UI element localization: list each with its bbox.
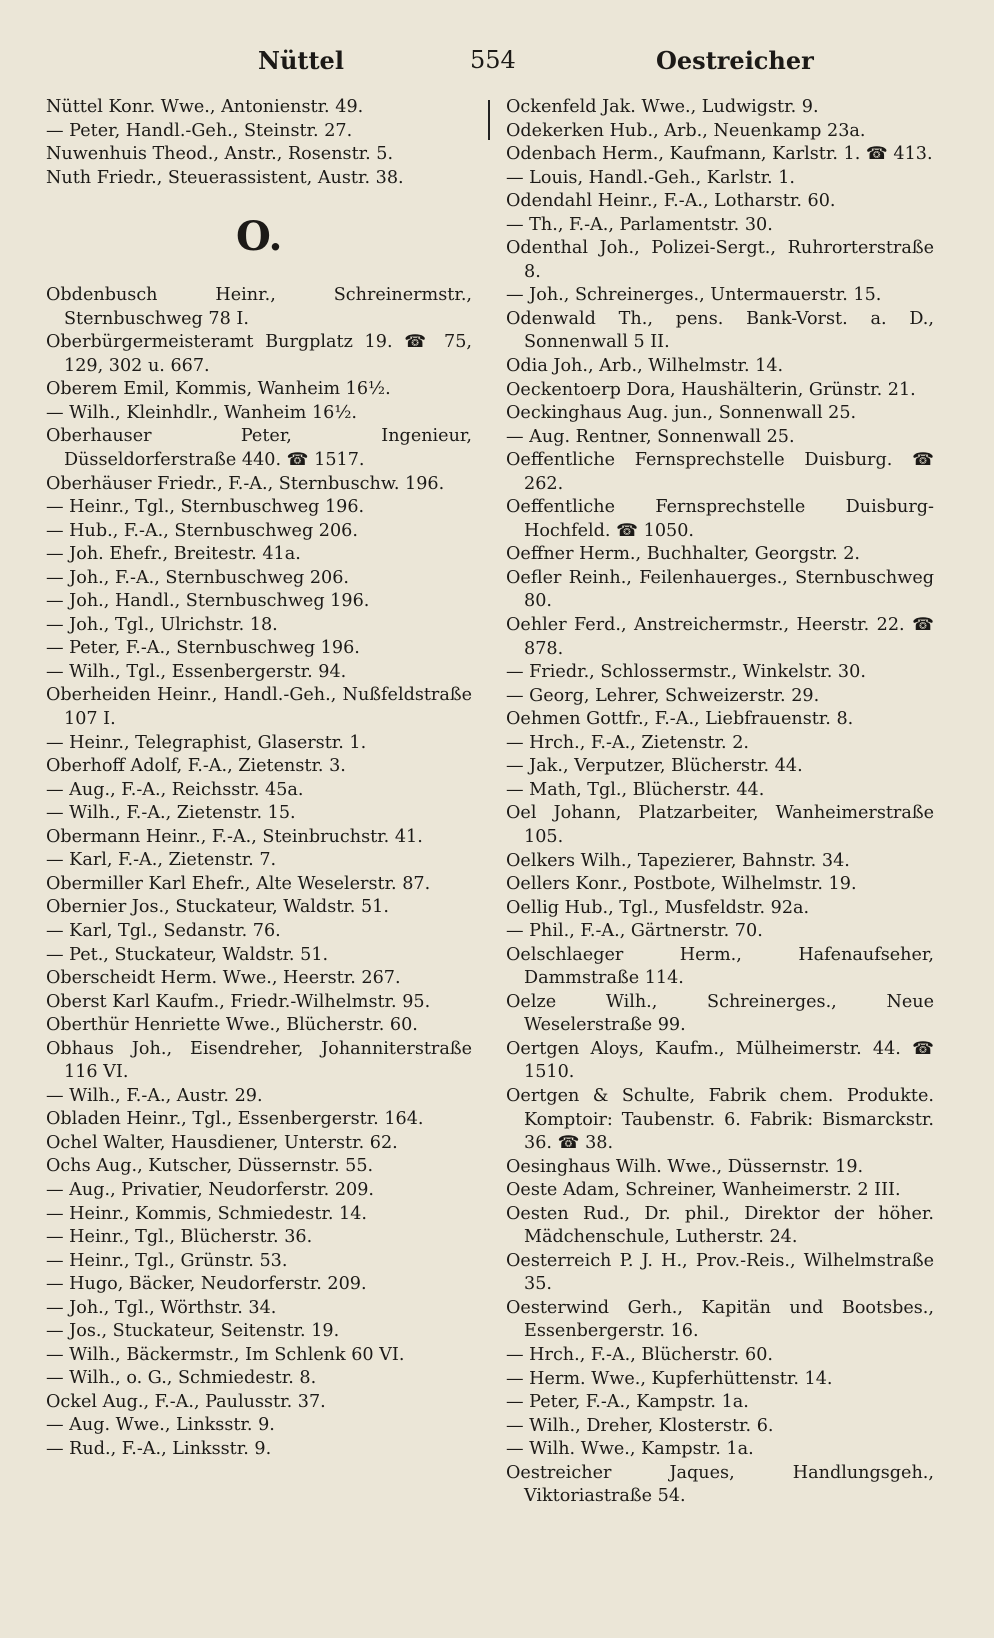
- left-column: [46, 96, 472, 1462]
- directory-entry: Oefler Reinh., Feilenhauerges., Sternbuschweg 80.: [506, 567, 934, 612]
- directory-entry: — Hrch., F.-A., Zietenstr. 2.: [506, 732, 750, 753]
- directory-entry: — Wilh., F.-A., Zietenstr. 15.: [46, 803, 296, 824]
- directory-entry: Oberhauser Peter, Ingenieur, Düsseldorferstraße 440. ☎ 1517.: [46, 426, 472, 471]
- directory-entry: — Aug., F.-A., Reichsstr. 45a.: [46, 779, 304, 800]
- directory-entry: Ochel Walter, Hausdiener, Unterstr. 62.: [46, 1132, 398, 1153]
- page-header: [40, 46, 954, 80]
- directory-entry: Oberheiden Heinr., Handl.-Geh., Nußfeldstraße 107 I.: [46, 685, 472, 730]
- directory-entry: — Jak., Verputzer, Blücherstr. 44.: [506, 756, 803, 777]
- directory-entry: Oeffentliche Fernsprechstelle Duisburg-Hochfeld. ☎ 1050.: [506, 497, 934, 541]
- directory-entry: Oesten Rud., Dr. phil., Direktor der höher. Mädchenschule, Lutherstr. 24.: [506, 1203, 934, 1248]
- directory-entry: — Herm. Wwe., Kupferhüttenstr. 14.: [506, 1368, 833, 1389]
- directory-entry: — Aug. Rentner, Sonnenwall 25.: [506, 426, 795, 447]
- directory-entry: Oeste Adam, Schreiner, Wanheimerstr. 2 III.: [506, 1180, 901, 1201]
- directory-entry: Ockenfeld Jak. Wwe., Ludwigstr. 9.: [506, 97, 819, 117]
- directory-entry: — Phil., F.-A., Gärtnerstr. 70.: [506, 921, 763, 942]
- directory-entry: — Wilh., o. G., Schmiedestr. 8.: [46, 1368, 317, 1389]
- directory-entry: — Jos., Stuckateur, Seitenstr. 19.: [46, 1321, 340, 1342]
- directory-entry: — Joh., Tgl., Ulrichstr. 18.: [46, 614, 278, 635]
- directory-entry: Odekerken Hub., Arb., Neuenkamp 23a.: [506, 120, 866, 141]
- directory-entry: — Joh., F.-A., Sternbuschweg 206.: [46, 567, 350, 588]
- section-letter: O.: [236, 213, 283, 261]
- directory-entry: Oelschlaeger Herm., Hafenaufseher, Dammstraße 114.: [506, 944, 934, 989]
- directory-entry: Oeckentoerp Dora, Haushälterin, Grünstr. 21.: [506, 379, 916, 400]
- directory-entry: Nuth Friedr., Steuerassistent, Austr. 38.: [46, 167, 404, 188]
- directory-entry: Oertgen Aloys, Kaufm., Mülheimerstr. 44. ☎ 1510.: [506, 1038, 934, 1083]
- directory-entry: Oehmen Gottfr., F.-A., Liebfrauenstr. 8.: [506, 709, 854, 730]
- page-number: 554: [470, 46, 516, 74]
- directory-entry: Oberem Emil, Kommis, Wanheim 16½.: [46, 379, 391, 400]
- directory-entry: — Peter, F.-A., Kampstr. 1a.: [506, 1392, 749, 1413]
- directory-entry: — Heinr., Tgl., Blücherstr. 36.: [46, 1227, 313, 1248]
- directory-entry: — Pet., Stuckateur, Waldstr. 51.: [46, 944, 329, 965]
- directory-entry: — Wilh., Tgl., Essenbergerstr. 94.: [46, 661, 347, 682]
- directory-entry: Oel Johann, Platzarbeiter, Wanheimerstraße 105.: [506, 803, 934, 847]
- directory-entry: Ockel Aug., F.-A., Paulusstr. 37.: [46, 1391, 326, 1412]
- directory-entry: — Heinr., Telegraphist, Glaserstr. 1.: [46, 732, 367, 753]
- directory-entry: — Joh. Ehefr., Breitestr. 41a.: [46, 544, 301, 565]
- directory-entry: — Hugo, Bäcker, Neudorferstr. 209.: [46, 1274, 367, 1295]
- header-first-entry: Nüttel: [258, 46, 344, 75]
- directory-entry: Oehler Ferd., Anstreichermstr., Heerstr. 22. ☎ 878.: [506, 615, 934, 659]
- left-entries: [46, 284, 472, 1461]
- right-entries: [506, 96, 934, 1509]
- directory-entry: — Th., F.-A., Parlamentstr. 30.: [506, 214, 773, 235]
- directory-entry: — Heinr., Tgl., Sternbuschweg 196.: [46, 497, 365, 518]
- directory-entry: — Wilh., Bäckermstr., Im Schlenk 60 VI.: [46, 1344, 405, 1365]
- directory-entry: — Karl, Tgl., Sedanstr. 76.: [46, 920, 281, 941]
- directory-entry: — Math, Tgl., Blücherstr. 44.: [506, 779, 765, 800]
- directory-entry: Oelkers Wilh., Tapezierer, Bahnstr. 34.: [506, 850, 850, 871]
- header-last-entry: Oestreicher: [656, 46, 814, 75]
- directory-entry: Oestreicher Jaques, Handlungsgeh., Viktoriastraße 54.: [506, 1462, 934, 1507]
- directory-entry: — Wilh., F.-A., Austr. 29.: [46, 1085, 263, 1106]
- directory-entry: — Rud., F.-A., Linksstr. 9.: [46, 1438, 272, 1459]
- right-column: [506, 96, 934, 1509]
- directory-entry: Oellig Hub., Tgl., Musfeldstr. 92a.: [506, 897, 810, 918]
- directory-entry: Oesterreich P. J. H., Prov.-Reis., Wilhelmstraße 35.: [506, 1250, 934, 1295]
- directory-entry: Odenwald Th., pens. Bank-Vorst. a. D., Sonnenwall 5 II.: [506, 308, 934, 353]
- directory-entry: Oberthür Henriette Wwe., Blücherstr. 60.: [46, 1015, 418, 1036]
- directory-entry: — Karl, F.-A., Zietenstr. 7.: [46, 850, 277, 871]
- directory-entry: — Wilh., Dreher, Klosterstr. 6.: [506, 1415, 774, 1436]
- directory-entry: — Wilh. Wwe., Kampstr. 1a.: [506, 1439, 754, 1460]
- directory-entry: — Wilh., Kleinhdlr., Wanheim 16½.: [46, 402, 357, 423]
- directory-entry: Obladen Heinr., Tgl., Essenbergerstr. 164.: [46, 1109, 424, 1130]
- directory-entry: — Aug., Privatier, Neudorferstr. 209.: [46, 1179, 375, 1200]
- directory-entry: — Aug. Wwe., Linksstr. 9.: [46, 1415, 275, 1436]
- directory-entry: Oelze Wilh., Schreinerges., Neue Weselerstraße 99.: [506, 991, 934, 1036]
- directory-entry: — Heinr., Tgl., Grünstr. 53.: [46, 1250, 288, 1271]
- directory-entry: Odenbach Herm., Kaufmann, Karlstr. 1. ☎ 413.: [506, 144, 933, 165]
- directory-entry: Obernier Jos., Stuckateur, Waldstr. 51.: [46, 897, 389, 918]
- directory-entry: Nüttel Konr. Wwe., Antonienstr. 49.: [46, 97, 364, 117]
- directory-entry: Oeckinghaus Aug. jun., Sonnenwall 25.: [506, 403, 857, 424]
- directory-entry: Oellers Konr., Postbote, Wilhelmstr. 19.: [506, 874, 857, 895]
- directory-entry: Oeffner Herm., Buchhalter, Georgstr. 2.: [506, 544, 861, 565]
- left-top-entries: [46, 96, 472, 190]
- directory-entry: — Hrch., F.-A., Blücherstr. 60.: [506, 1344, 774, 1365]
- directory-entry: — Peter, Handl.-Geh., Steinstr. 27.: [46, 120, 353, 141]
- directory-entry: Obdenbusch Heinr., Schreinermstr., Sternbuschweg 78 I.: [46, 285, 472, 329]
- directory-entry: Oeffentliche Fernsprechstelle Duisburg. ☎ 262.: [506, 450, 934, 494]
- directory-entry: Oberbürgermeisteramt Burgplatz 19. ☎ 75, 129, 302 u. 667.: [46, 332, 472, 376]
- directory-entry: Ochs Aug., Kutscher, Düssernstr. 55.: [46, 1156, 374, 1177]
- directory-entry: — Joh., Handl., Sternbuschweg 196.: [46, 591, 370, 612]
- directory-entry: Oertgen & Schulte, Fabrik chem. Produkte. Komptoir: Taubenstr. 6. Fabrik: Bismarckstr. 36. ☎ 38.: [506, 1085, 934, 1154]
- directory-entry: Oesinghaus Wilh. Wwe., Düssernstr. 19.: [506, 1156, 864, 1177]
- directory-entry: — Georg, Lehrer, Schweizerstr. 29.: [506, 685, 820, 706]
- directory-entry: Oberhäuser Friedr., F.-A., Sternbuschw. 196.: [46, 473, 445, 494]
- column-divider: [488, 100, 490, 140]
- directory-entry: Oberst Karl Kaufm., Friedr.-Wilhelmstr. 95.: [46, 991, 431, 1012]
- directory-entry: Oberscheidt Herm. Wwe., Heerstr. 267.: [46, 968, 401, 989]
- directory-entry: — Louis, Handl.-Geh., Karlstr. 1.: [506, 167, 796, 188]
- directory-entry: Nuwenhuis Theod., Anstr., Rosenstr. 5.: [46, 144, 394, 165]
- directory-entry: — Joh., Tgl., Wörthstr. 34.: [46, 1297, 277, 1318]
- directory-entry: — Hub., F.-A., Sternbuschweg 206.: [46, 520, 358, 541]
- directory-entry: Oberhoff Adolf, F.-A., Zietenstr. 3.: [46, 756, 346, 777]
- directory-entry: Obermiller Karl Ehefr., Alte Weselerstr. 87.: [46, 873, 431, 894]
- directory-entry: — Joh., Schreinerges., Untermauerstr. 15.: [506, 285, 882, 306]
- directory-entry: Obhaus Joh., Eisendreher, Johanniterstraße 116 VI.: [46, 1038, 472, 1083]
- directory-entry: — Friedr., Schlossermstr., Winkelstr. 30.: [506, 662, 866, 683]
- directory-entry: — Heinr., Kommis, Schmiedestr. 14.: [46, 1203, 367, 1224]
- directory-entry: Odia Joh., Arb., Wilhelmstr. 14.: [506, 356, 784, 377]
- directory-entry: Odenthal Joh., Polizei-Sergt., Ruhrorterstraße 8.: [506, 238, 934, 282]
- directory-entry: Obermann Heinr., F.-A., Steinbruchstr. 41.: [46, 826, 423, 847]
- directory-entry: — Peter, F.-A., Sternbuschweg 196.: [46, 638, 360, 659]
- directory-entry: Oesterwind Gerh., Kapitän und Bootsbes., Essenbergerstr. 16.: [506, 1297, 934, 1342]
- directory-entry: Odendahl Heinr., F.-A., Lotharstr. 60.: [506, 191, 836, 212]
